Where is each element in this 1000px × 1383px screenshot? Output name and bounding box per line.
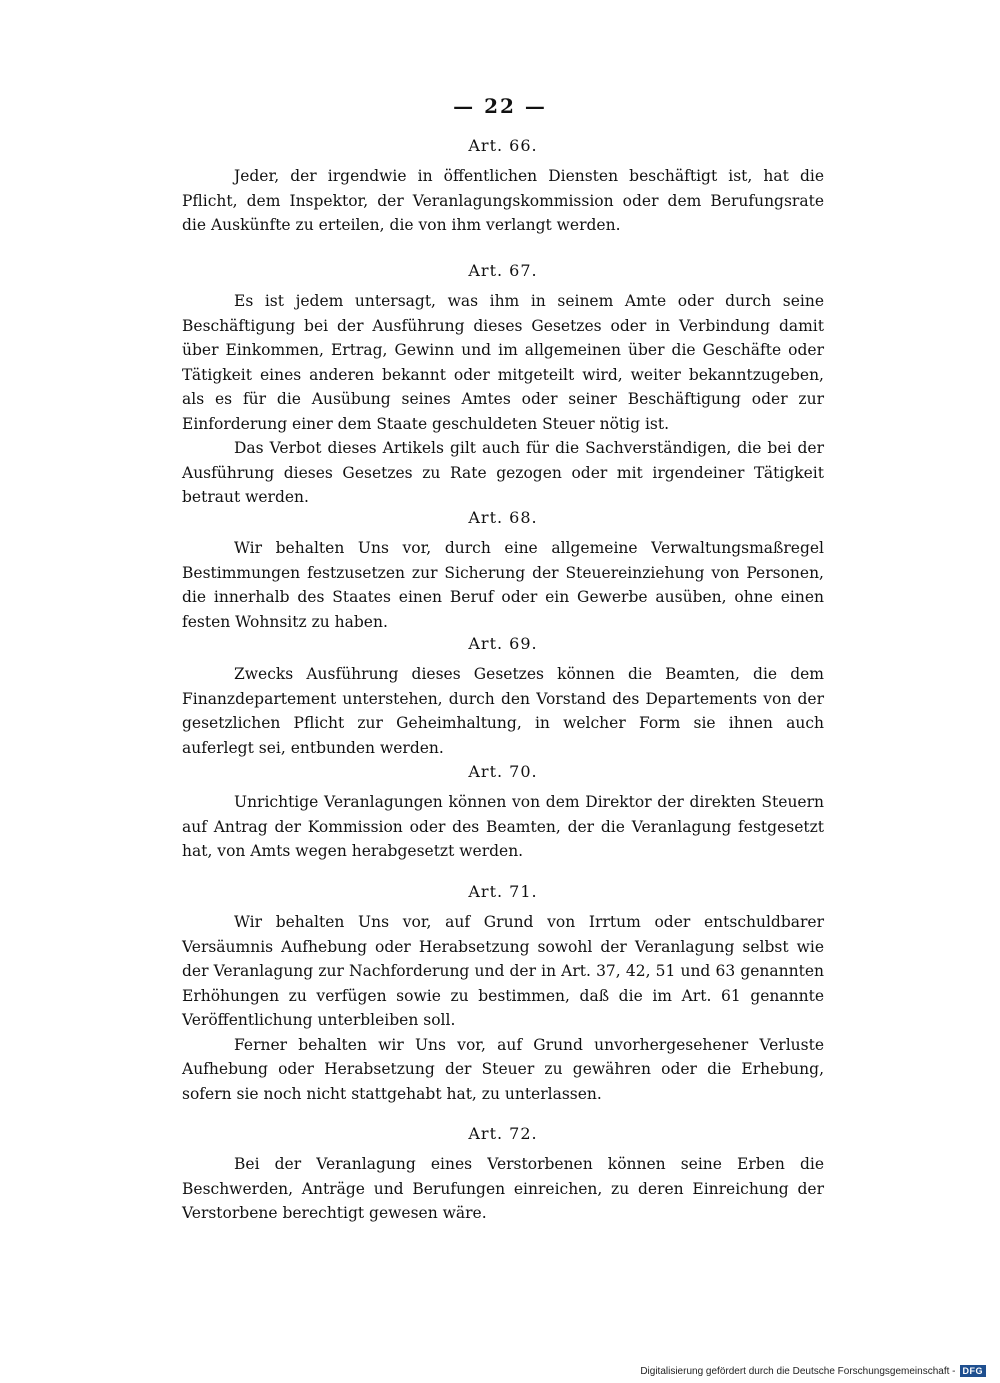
article-paragraph: Jeder, der irgendwie in öffentlichen Diensten beschäftigt ist, hat die Pflicht, dem Inspektor, der Veranlagungskommission oder dem Berufungsrate die Auskünfte zu erteilen, die von ihm verlangt werden.: [182, 167, 824, 234]
article-title: Art. 68.: [468, 508, 538, 527]
article-paragraph: Wir behalten Uns vor, auf Grund von Irrtum oder entschuldbarer Versäumnis Aufhebung oder Herabsetzung sowohl der Veranlagung selbst wie der Veranlagung zur Nachforderung und der in Art. 37, 42, 51 und 63 genannten Erhöhungen zu verfügen sowie zu bestimmen, daß die im Art. 61 genannte Veröffentlichung unterbleiben soll.: [182, 913, 824, 1029]
article-70: [182, 760, 824, 864]
article-paragraph: Bei der Veranlagung eines Verstorbenen können seine Erben die Beschwerden, Anträge und Berufungen einreichen, zu deren Einreichung der Verstorbene berechtigt gewesen wäre.: [182, 1155, 824, 1222]
article-title: Art. 72.: [468, 1124, 538, 1143]
article-72: [182, 1122, 824, 1226]
article-71: [182, 880, 824, 1106]
article-68: [182, 506, 824, 634]
page-number: — 22 —: [453, 94, 547, 118]
article-paragraph: Das Verbot dieses Artikels gilt auch für die Sachverständigen, die bei der Ausführung dieses Gesetzes zu Rate gezogen oder mit irgendeiner Tätigkeit betraut werden.: [182, 439, 824, 506]
article-title: Art. 67.: [468, 261, 538, 280]
article-title: Art. 71.: [468, 882, 538, 901]
article-paragraph: Ferner behalten wir Uns vor, auf Grund unvorhergesehener Verluste Aufhebung oder Herabsetzung der Steuer zu gewähren oder die Erhebung, sofern sie noch nicht stattgehabt hat, zu unterlassen.: [182, 1035, 824, 1103]
article-67: [182, 259, 824, 510]
article-66: [182, 134, 824, 238]
article-paragraph: Es ist jedem untersagt, was ihm in seinem Amte oder durch seine Beschäftigung bei der Ausführung dieses Gesetzes oder in Verbindung damit über Einkommen, Ertrag, Gewinn und im allgemeinen über die Geschäfte oder Tätigkeit eines anderen bekannt oder mitgeteilt wird, weiter bekanntzugeben, als es für die Ausübung seines Amtes oder seiner Beschäftigung oder zur Einforderung einer dem Staate geschuldeten Steuer nötig ist.: [182, 292, 824, 433]
article-69: [182, 632, 824, 760]
article-paragraph: Unrichtige Veranlagungen können von dem Direktor der direkten Steuern auf Antrag der Kommission oder des Beamten, der die Veranlagung festgesetzt hat, von Amts wegen herabgesetzt werden.: [182, 793, 824, 860]
dfg-logo-icon: DFG: [960, 1365, 987, 1377]
footer-text: Digitalisierung gefördert durch die Deutsche Forschungsgemeinschaft -: [640, 1365, 956, 1377]
digitization-credit: [640, 1365, 986, 1377]
article-title: Art. 70.: [468, 762, 538, 781]
article-title: Art. 69.: [468, 634, 538, 653]
article-paragraph: Wir behalten Uns vor, durch eine allgemeine Verwaltungsmaßregel Bestimmungen festzusetzen zur Sicherung der Steuereinziehung von Personen, die innerhalb des Staates einen Beruf oder ein Gewerbe ausüben, ohne einen festen Wohnsitz zu haben.: [182, 539, 824, 631]
article-paragraph: Zwecks Ausführung dieses Gesetzes können die Beamten, die dem Finanzdepartement unterstehen, durch den Vorstand des Departements von der gesetzlichen Pflicht zur Geheimhaltung, in welcher Form sie ihnen auch auferlegt sei, entbunden werden.: [182, 665, 824, 757]
article-title: Art. 66.: [468, 136, 538, 155]
